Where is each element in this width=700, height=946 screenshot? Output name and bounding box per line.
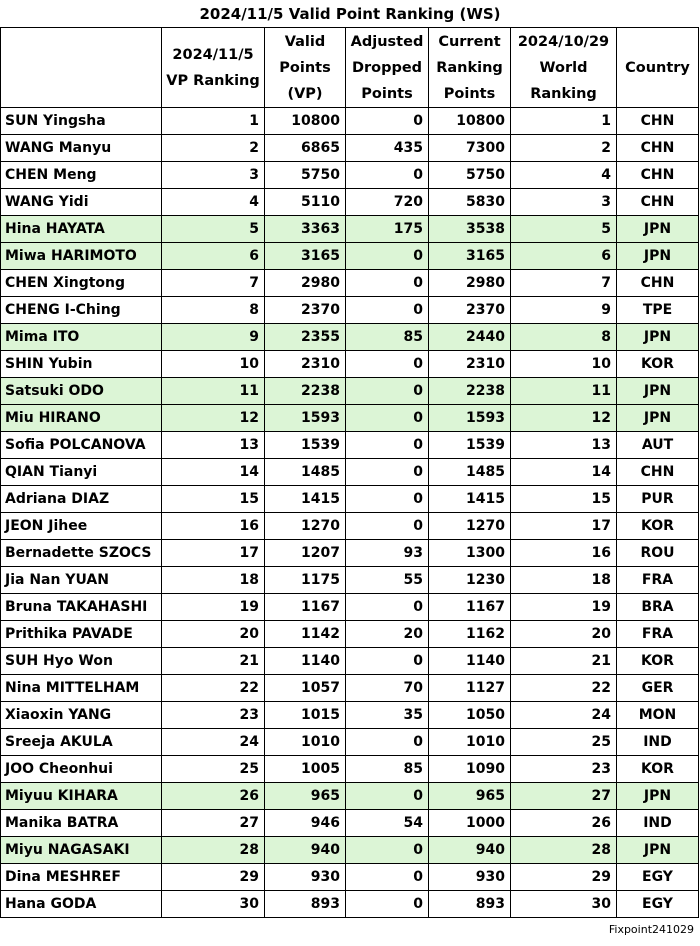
cell-vp-ranking: 19 bbox=[162, 594, 265, 621]
cell-vp-ranking: 2 bbox=[162, 135, 265, 162]
cell-valid-points: 3363 bbox=[265, 216, 346, 243]
cell-current-ranking: 1230 bbox=[429, 567, 511, 594]
cell-player-name: Jia Nan YUAN bbox=[1, 567, 162, 594]
table-row bbox=[1, 864, 699, 891]
cell-vp-ranking: 5 bbox=[162, 216, 265, 243]
cell-country: IND bbox=[617, 810, 699, 837]
cell-country: MON bbox=[617, 702, 699, 729]
cell-vp-ranking: 18 bbox=[162, 567, 265, 594]
cell-adjusted-dropped: 0 bbox=[346, 405, 429, 432]
cell-country: CHN bbox=[617, 459, 699, 486]
table-row bbox=[1, 243, 699, 270]
cell-vp-ranking: 28 bbox=[162, 837, 265, 864]
cell-player-name: Dina MESHREF bbox=[1, 864, 162, 891]
cell-vp-ranking: 11 bbox=[162, 378, 265, 405]
cell-current-ranking: 3165 bbox=[429, 243, 511, 270]
cell-player-name: Miwa HARIMOTO bbox=[1, 243, 162, 270]
cell-adjusted-dropped: 435 bbox=[346, 135, 429, 162]
cell-valid-points: 2980 bbox=[265, 270, 346, 297]
header-valid-points: Valid Points (VP) bbox=[265, 28, 346, 108]
cell-valid-points: 1485 bbox=[265, 459, 346, 486]
cell-adjusted-dropped: 0 bbox=[346, 108, 429, 135]
cell-player-name: Satsuki ODO bbox=[1, 378, 162, 405]
cell-adjusted-dropped: 54 bbox=[346, 810, 429, 837]
header-vp-ranking: 2024/11/5 VP Ranking bbox=[162, 28, 265, 108]
cell-current-ranking: 3538 bbox=[429, 216, 511, 243]
table-row bbox=[1, 108, 699, 135]
cell-adjusted-dropped: 175 bbox=[346, 216, 429, 243]
cell-world-ranking: 13 bbox=[511, 432, 617, 459]
cell-valid-points: 2355 bbox=[265, 324, 346, 351]
cell-current-ranking: 2980 bbox=[429, 270, 511, 297]
cell-vp-ranking: 24 bbox=[162, 729, 265, 756]
cell-player-name: SHIN Yubin bbox=[1, 351, 162, 378]
cell-vp-ranking: 27 bbox=[162, 810, 265, 837]
cell-player-name: Adriana DIAZ bbox=[1, 486, 162, 513]
cell-country: GER bbox=[617, 675, 699, 702]
cell-country: EGY bbox=[617, 891, 699, 918]
cell-player-name: Xiaoxin YANG bbox=[1, 702, 162, 729]
cell-vp-ranking: 26 bbox=[162, 783, 265, 810]
cell-vp-ranking: 16 bbox=[162, 513, 265, 540]
cell-world-ranking: 22 bbox=[511, 675, 617, 702]
cell-world-ranking: 27 bbox=[511, 783, 617, 810]
cell-country: JPN bbox=[617, 216, 699, 243]
cell-world-ranking: 6 bbox=[511, 243, 617, 270]
cell-current-ranking: 5750 bbox=[429, 162, 511, 189]
table-row bbox=[1, 594, 699, 621]
cell-player-name: JOO Cheonhui bbox=[1, 756, 162, 783]
cell-world-ranking: 3 bbox=[511, 189, 617, 216]
cell-player-name: Bernadette SZOCS bbox=[1, 540, 162, 567]
cell-vp-ranking: 9 bbox=[162, 324, 265, 351]
cell-vp-ranking: 22 bbox=[162, 675, 265, 702]
cell-vp-ranking: 20 bbox=[162, 621, 265, 648]
cell-vp-ranking: 14 bbox=[162, 459, 265, 486]
cell-valid-points: 940 bbox=[265, 837, 346, 864]
cell-player-name: Miyuu KIHARA bbox=[1, 783, 162, 810]
cell-vp-ranking: 3 bbox=[162, 162, 265, 189]
cell-world-ranking: 15 bbox=[511, 486, 617, 513]
cell-vp-ranking: 7 bbox=[162, 270, 265, 297]
cell-world-ranking: 5 bbox=[511, 216, 617, 243]
cell-adjusted-dropped: 720 bbox=[346, 189, 429, 216]
cell-country: JPN bbox=[617, 243, 699, 270]
cell-country: CHN bbox=[617, 162, 699, 189]
cell-adjusted-dropped: 55 bbox=[346, 567, 429, 594]
cell-country: AUT bbox=[617, 432, 699, 459]
cell-adjusted-dropped: 85 bbox=[346, 324, 429, 351]
cell-current-ranking: 1162 bbox=[429, 621, 511, 648]
cell-current-ranking: 1050 bbox=[429, 702, 511, 729]
cell-adjusted-dropped: 0 bbox=[346, 594, 429, 621]
cell-adjusted-dropped: 0 bbox=[346, 783, 429, 810]
cell-current-ranking: 10800 bbox=[429, 108, 511, 135]
table-row bbox=[1, 675, 699, 702]
cell-adjusted-dropped: 0 bbox=[346, 648, 429, 675]
cell-adjusted-dropped: 0 bbox=[346, 837, 429, 864]
cell-valid-points: 1142 bbox=[265, 621, 346, 648]
cell-adjusted-dropped: 0 bbox=[346, 459, 429, 486]
cell-valid-points: 5750 bbox=[265, 162, 346, 189]
cell-current-ranking: 893 bbox=[429, 891, 511, 918]
cell-player-name: CHENG I-Ching bbox=[1, 297, 162, 324]
table-row bbox=[1, 162, 699, 189]
header-row bbox=[1, 28, 699, 108]
cell-vp-ranking: 4 bbox=[162, 189, 265, 216]
cell-valid-points: 1539 bbox=[265, 432, 346, 459]
cell-country: KOR bbox=[617, 351, 699, 378]
cell-vp-ranking: 29 bbox=[162, 864, 265, 891]
table-row bbox=[1, 351, 699, 378]
cell-current-ranking: 1000 bbox=[429, 810, 511, 837]
cell-country: IND bbox=[617, 729, 699, 756]
cell-world-ranking: 18 bbox=[511, 567, 617, 594]
cell-world-ranking: 11 bbox=[511, 378, 617, 405]
cell-country: BRA bbox=[617, 594, 699, 621]
cell-valid-points: 965 bbox=[265, 783, 346, 810]
cell-current-ranking: 1539 bbox=[429, 432, 511, 459]
cell-valid-points: 1015 bbox=[265, 702, 346, 729]
cell-valid-points: 1270 bbox=[265, 513, 346, 540]
cell-valid-points: 2310 bbox=[265, 351, 346, 378]
page-title: 2024/11/5 Valid Point Ranking (WS) bbox=[199, 5, 501, 23]
cell-adjusted-dropped: 0 bbox=[346, 729, 429, 756]
cell-adjusted-dropped: 0 bbox=[346, 513, 429, 540]
cell-vp-ranking: 30 bbox=[162, 891, 265, 918]
cell-current-ranking: 1270 bbox=[429, 513, 511, 540]
cell-valid-points: 2238 bbox=[265, 378, 346, 405]
cell-adjusted-dropped: 0 bbox=[346, 486, 429, 513]
cell-current-ranking: 930 bbox=[429, 864, 511, 891]
table-row bbox=[1, 567, 699, 594]
cell-player-name: WANG Manyu bbox=[1, 135, 162, 162]
header-country: Country bbox=[617, 28, 699, 108]
cell-world-ranking: 16 bbox=[511, 540, 617, 567]
cell-vp-ranking: 8 bbox=[162, 297, 265, 324]
table-row bbox=[1, 702, 699, 729]
cell-player-name: Miu HIRANO bbox=[1, 405, 162, 432]
table-row bbox=[1, 270, 699, 297]
cell-world-ranking: 21 bbox=[511, 648, 617, 675]
table-body bbox=[1, 108, 699, 918]
cell-player-name: Nina MITTELHAM bbox=[1, 675, 162, 702]
cell-current-ranking: 1167 bbox=[429, 594, 511, 621]
table-row bbox=[1, 324, 699, 351]
cell-current-ranking: 2370 bbox=[429, 297, 511, 324]
table-row bbox=[1, 378, 699, 405]
cell-player-name: Sofia POLCANOVA bbox=[1, 432, 162, 459]
table-row bbox=[1, 648, 699, 675]
cell-world-ranking: 25 bbox=[511, 729, 617, 756]
cell-player-name: CHEN Meng bbox=[1, 162, 162, 189]
cell-player-name: CHEN Xingtong bbox=[1, 270, 162, 297]
header-world-ranking: 2024/10/29 World Ranking bbox=[511, 28, 617, 108]
cell-valid-points: 1005 bbox=[265, 756, 346, 783]
cell-world-ranking: 7 bbox=[511, 270, 617, 297]
cell-adjusted-dropped: 0 bbox=[346, 351, 429, 378]
cell-adjusted-dropped: 0 bbox=[346, 162, 429, 189]
table-row bbox=[1, 837, 699, 864]
cell-player-name: Hana GODA bbox=[1, 891, 162, 918]
cell-player-name: JEON Jihee bbox=[1, 513, 162, 540]
cell-world-ranking: 28 bbox=[511, 837, 617, 864]
cell-current-ranking: 1593 bbox=[429, 405, 511, 432]
cell-player-name: WANG Yidi bbox=[1, 189, 162, 216]
cell-valid-points: 5110 bbox=[265, 189, 346, 216]
header-current-ranking: Current Ranking Points bbox=[429, 28, 511, 108]
table-row bbox=[1, 216, 699, 243]
cell-world-ranking: 17 bbox=[511, 513, 617, 540]
table-row bbox=[1, 297, 699, 324]
cell-valid-points: 946 bbox=[265, 810, 346, 837]
footer-note: Fixpoint241029 bbox=[608, 923, 694, 936]
cell-vp-ranking: 12 bbox=[162, 405, 265, 432]
cell-world-ranking: 8 bbox=[511, 324, 617, 351]
cell-current-ranking: 965 bbox=[429, 783, 511, 810]
cell-world-ranking: 30 bbox=[511, 891, 617, 918]
cell-country: CHN bbox=[617, 135, 699, 162]
cell-country: FRA bbox=[617, 567, 699, 594]
cell-current-ranking: 2310 bbox=[429, 351, 511, 378]
cell-current-ranking: 940 bbox=[429, 837, 511, 864]
cell-country: JPN bbox=[617, 324, 699, 351]
cell-country: JPN bbox=[617, 783, 699, 810]
cell-valid-points: 1140 bbox=[265, 648, 346, 675]
cell-adjusted-dropped: 35 bbox=[346, 702, 429, 729]
cell-player-name: Bruna TAKAHASHI bbox=[1, 594, 162, 621]
cell-country: KOR bbox=[617, 648, 699, 675]
cell-vp-ranking: 6 bbox=[162, 243, 265, 270]
table-row bbox=[1, 783, 699, 810]
cell-world-ranking: 4 bbox=[511, 162, 617, 189]
cell-valid-points: 1593 bbox=[265, 405, 346, 432]
cell-adjusted-dropped: 0 bbox=[346, 432, 429, 459]
cell-vp-ranking: 23 bbox=[162, 702, 265, 729]
cell-country: JPN bbox=[617, 405, 699, 432]
table-row bbox=[1, 459, 699, 486]
cell-adjusted-dropped: 0 bbox=[346, 864, 429, 891]
cell-vp-ranking: 21 bbox=[162, 648, 265, 675]
cell-valid-points: 893 bbox=[265, 891, 346, 918]
cell-valid-points: 1010 bbox=[265, 729, 346, 756]
cell-adjusted-dropped: 85 bbox=[346, 756, 429, 783]
cell-player-name: Prithika PAVADE bbox=[1, 621, 162, 648]
cell-world-ranking: 26 bbox=[511, 810, 617, 837]
cell-country: KOR bbox=[617, 756, 699, 783]
table-row bbox=[1, 540, 699, 567]
cell-world-ranking: 1 bbox=[511, 108, 617, 135]
cell-current-ranking: 1415 bbox=[429, 486, 511, 513]
cell-adjusted-dropped: 0 bbox=[346, 378, 429, 405]
cell-country: TPE bbox=[617, 297, 699, 324]
table-row bbox=[1, 891, 699, 918]
cell-vp-ranking: 17 bbox=[162, 540, 265, 567]
cell-valid-points: 6865 bbox=[265, 135, 346, 162]
cell-adjusted-dropped: 93 bbox=[346, 540, 429, 567]
cell-valid-points: 1167 bbox=[265, 594, 346, 621]
table-row bbox=[1, 810, 699, 837]
cell-world-ranking: 20 bbox=[511, 621, 617, 648]
table-row bbox=[1, 486, 699, 513]
cell-country: CHN bbox=[617, 270, 699, 297]
cell-world-ranking: 24 bbox=[511, 702, 617, 729]
cell-valid-points: 2370 bbox=[265, 297, 346, 324]
cell-world-ranking: 2 bbox=[511, 135, 617, 162]
cell-current-ranking: 1127 bbox=[429, 675, 511, 702]
cell-country: FRA bbox=[617, 621, 699, 648]
cell-current-ranking: 5830 bbox=[429, 189, 511, 216]
table-row bbox=[1, 432, 699, 459]
cell-current-ranking: 1010 bbox=[429, 729, 511, 756]
cell-player-name: Sreeja AKULA bbox=[1, 729, 162, 756]
cell-vp-ranking: 1 bbox=[162, 108, 265, 135]
cell-valid-points: 1175 bbox=[265, 567, 346, 594]
cell-country: EGY bbox=[617, 864, 699, 891]
cell-player-name: QIAN Tianyi bbox=[1, 459, 162, 486]
table-row bbox=[1, 405, 699, 432]
cell-valid-points: 10800 bbox=[265, 108, 346, 135]
cell-adjusted-dropped: 20 bbox=[346, 621, 429, 648]
cell-player-name: Miyu NAGASAKI bbox=[1, 837, 162, 864]
cell-adjusted-dropped: 0 bbox=[346, 891, 429, 918]
cell-vp-ranking: 25 bbox=[162, 756, 265, 783]
table-row bbox=[1, 756, 699, 783]
cell-player-name: Mima ITO bbox=[1, 324, 162, 351]
cell-current-ranking: 1140 bbox=[429, 648, 511, 675]
cell-player-name: Hina HAYATA bbox=[1, 216, 162, 243]
cell-valid-points: 1415 bbox=[265, 486, 346, 513]
cell-world-ranking: 9 bbox=[511, 297, 617, 324]
cell-country: KOR bbox=[617, 513, 699, 540]
cell-adjusted-dropped: 70 bbox=[346, 675, 429, 702]
table-row bbox=[1, 729, 699, 756]
cell-adjusted-dropped: 0 bbox=[346, 270, 429, 297]
cell-player-name: Manika BATRA bbox=[1, 810, 162, 837]
cell-world-ranking: 14 bbox=[511, 459, 617, 486]
cell-player-name: SUN Yingsha bbox=[1, 108, 162, 135]
cell-current-ranking: 1090 bbox=[429, 756, 511, 783]
cell-adjusted-dropped: 0 bbox=[346, 243, 429, 270]
cell-world-ranking: 10 bbox=[511, 351, 617, 378]
cell-player-name: SUH Hyo Won bbox=[1, 648, 162, 675]
cell-country: ROU bbox=[617, 540, 699, 567]
cell-current-ranking: 1485 bbox=[429, 459, 511, 486]
cell-valid-points: 1057 bbox=[265, 675, 346, 702]
cell-current-ranking: 7300 bbox=[429, 135, 511, 162]
ranking-table bbox=[0, 27, 699, 918]
cell-current-ranking: 2440 bbox=[429, 324, 511, 351]
header-adjusted-dropped: Adjusted Dropped Points bbox=[346, 28, 429, 108]
table-row bbox=[1, 621, 699, 648]
cell-country: PUR bbox=[617, 486, 699, 513]
table-row bbox=[1, 135, 699, 162]
cell-valid-points: 1207 bbox=[265, 540, 346, 567]
cell-current-ranking: 1300 bbox=[429, 540, 511, 567]
cell-valid-points: 930 bbox=[265, 864, 346, 891]
cell-vp-ranking: 15 bbox=[162, 486, 265, 513]
cell-country: CHN bbox=[617, 108, 699, 135]
cell-adjusted-dropped: 0 bbox=[346, 297, 429, 324]
cell-world-ranking: 29 bbox=[511, 864, 617, 891]
table-row bbox=[1, 513, 699, 540]
cell-current-ranking: 2238 bbox=[429, 378, 511, 405]
cell-vp-ranking: 13 bbox=[162, 432, 265, 459]
cell-world-ranking: 12 bbox=[511, 405, 617, 432]
cell-country: JPN bbox=[617, 378, 699, 405]
cell-world-ranking: 23 bbox=[511, 756, 617, 783]
cell-country: JPN bbox=[617, 837, 699, 864]
cell-valid-points: 3165 bbox=[265, 243, 346, 270]
cell-world-ranking: 19 bbox=[511, 594, 617, 621]
cell-vp-ranking: 10 bbox=[162, 351, 265, 378]
header-name bbox=[1, 28, 162, 108]
cell-country: CHN bbox=[617, 189, 699, 216]
table-row bbox=[1, 189, 699, 216]
